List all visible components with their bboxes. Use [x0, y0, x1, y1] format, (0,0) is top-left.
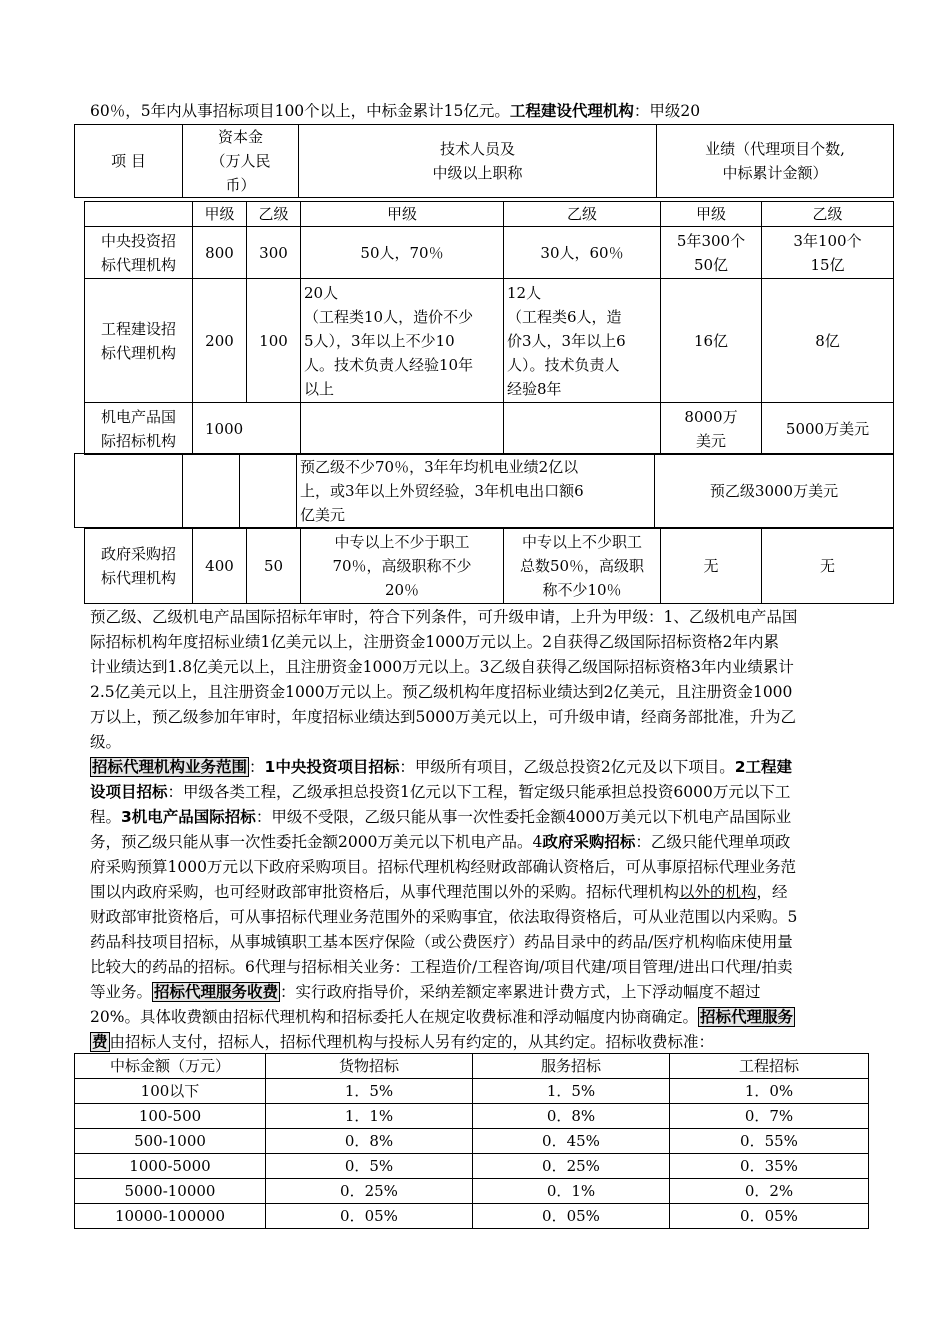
- header-tech: 技术人员及 中级以上职称: [299, 125, 657, 198]
- grade-row-blank: [85, 202, 193, 227]
- fee-header: 工程招标: [670, 1054, 869, 1079]
- preb-perf: 预乙级3000万美元: [655, 454, 894, 528]
- eng-tech-b: 12人 （工程类6人，造 价3人，3年以上6 人）。技术负责人 经验8年: [504, 279, 661, 403]
- preb-tech: 预乙级不少70％，3年年均机电业绩2亿以 上，或3年以上外贸经验，3年机电出口额6 亿美元: [297, 454, 655, 528]
- gov-cap-a: 400: [193, 529, 247, 604]
- central-tech-b: 30人，60％: [504, 227, 661, 279]
- central-cap-b: 300: [247, 227, 301, 279]
- table-row: 100-500 1．1% 0．8% 0．7%: [75, 1104, 869, 1129]
- preb-blank-2: [183, 454, 240, 528]
- central-perf-a: 5年300个 50亿: [661, 227, 762, 279]
- intro-text: 60％，5年内从事招标项目100个以上，中标金累计15亿元。: [90, 102, 510, 120]
- table-row: 100以下 1．5% 1．5% 1．0%: [75, 1079, 869, 1104]
- central-tech-a: 50人，70％: [301, 227, 504, 279]
- mech-perf-b: 5000万美元: [762, 403, 894, 455]
- header-perf: 业绩（代理项目个数, 中标累计金额）: [657, 125, 894, 198]
- gov-cap-b: 50: [247, 529, 301, 604]
- fee-header-row: [75, 1054, 869, 1079]
- intro-line: [90, 99, 862, 125]
- grade-perf-a: 甲级: [661, 202, 762, 227]
- row-mech: [85, 403, 894, 455]
- eng-tech-a: 20人 （工程类10人，造价不少 5人），3年以上不少10 人。技术负责人经验10年 以上: [301, 279, 504, 403]
- eng-cap-a: 200: [193, 279, 247, 403]
- scope-title: 招标代理机构业务范围: [92, 758, 248, 776]
- grade-perf-b: 乙级: [762, 202, 894, 227]
- row-engineering: [85, 279, 894, 403]
- row-central: [85, 227, 894, 279]
- intro-tail: ：甲级20: [633, 102, 701, 120]
- table-row: 500-1000 0．8% 0．45% 0．55%: [75, 1129, 869, 1154]
- preb-blank-1: [75, 454, 183, 528]
- central-perf-b: 3年100个 15亿: [762, 227, 894, 279]
- mech-tech-b: [504, 403, 661, 455]
- header-item: 项 目: [75, 125, 183, 198]
- header-capital: 资本金 （万人民 币）: [183, 125, 299, 198]
- fee-header: 服务招标: [473, 1054, 670, 1079]
- fee-header: 货物招标: [266, 1054, 473, 1079]
- central-cap-a: 800: [193, 227, 247, 279]
- qual-table-header: [74, 124, 894, 198]
- mech-tech-a: [301, 403, 504, 455]
- grade-tech-a: 甲级: [301, 202, 504, 227]
- eng-perf-b: 8亿: [762, 279, 894, 403]
- gov-perf-a: 无: [661, 529, 762, 604]
- gov-perf-b: 无: [762, 529, 894, 604]
- grade-tech-b: 乙级: [504, 202, 661, 227]
- eng-perf-a: 16亿: [661, 279, 762, 403]
- mech-cap: 1000: [193, 403, 301, 455]
- mech-name: 机电产品国 际招标机构: [85, 403, 193, 455]
- fee-table: [74, 1053, 869, 1229]
- table-row: 10000-100000 0．05% 0．05% 0．05%: [75, 1204, 869, 1229]
- central-name: 中央投资招 标代理机构: [85, 227, 193, 279]
- gov-tech-a: 中专以上不少于职工 70％，高级职称不少 20％: [301, 529, 504, 604]
- gov-name: 政府采购招 标代理机构: [85, 529, 193, 604]
- eng-name: 工程建设招 标代理机构: [85, 279, 193, 403]
- qual-table: [84, 201, 894, 455]
- qual-table-gov: [84, 528, 894, 604]
- preb-blank-3: [240, 454, 297, 528]
- eng-cap-b: 100: [247, 279, 301, 403]
- fee-title-2: 招标代理服务: [699, 1008, 793, 1026]
- qual-table-preb: [74, 453, 894, 528]
- gov-tech-b: 中专以上不少职工 总数50％，高级职 称不少10％: [504, 529, 661, 604]
- table-row: 1000-5000 0．5% 0．25% 0．35%: [75, 1154, 869, 1179]
- fee-header: 中标金额（万元）: [75, 1054, 266, 1079]
- fee-title: 招标代理服务收费: [154, 983, 279, 1001]
- grade-cap-a: 甲级: [193, 202, 247, 227]
- table-row: 5000-10000 0．25% 0．1% 0．2%: [75, 1179, 869, 1204]
- intro-bold: 工程建设代理机构: [509, 102, 634, 120]
- grade-cap-b: 乙级: [247, 202, 301, 227]
- mech-perf-a: 8000万 美元: [661, 403, 762, 455]
